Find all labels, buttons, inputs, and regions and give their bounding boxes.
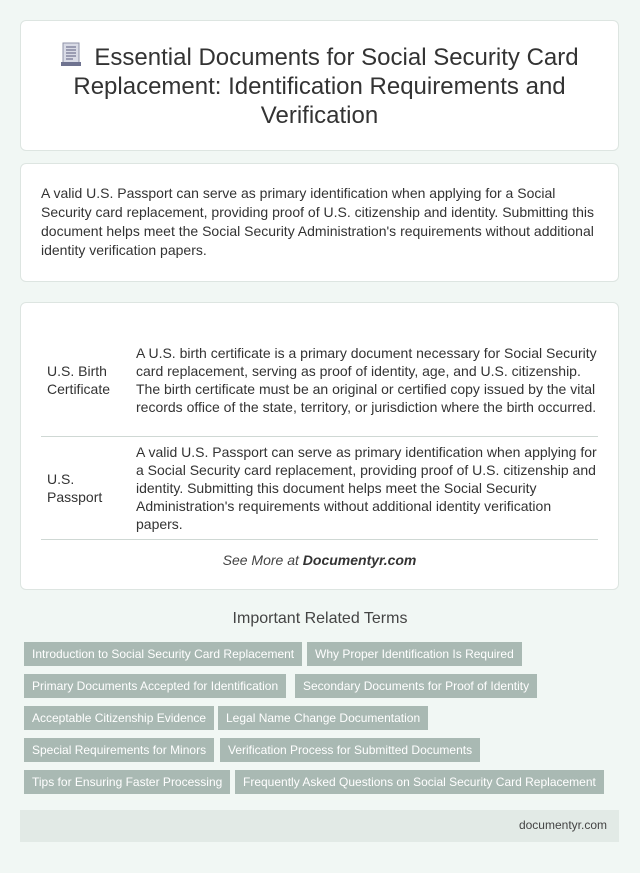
- related-tag[interactable]: Secondary Documents for Proof of Identity: [295, 674, 537, 698]
- see-more-link[interactable]: [21, 552, 618, 568]
- document-name: U.S. Passport: [41, 436, 128, 539]
- document-description: A valid U.S. Passport can serve as primary identification when applying for a Social Security card replacement, providing proof of U.S. citizenship and identity. Submitting this document helps meet the Social Security Administration's requirements without additional identity verification papers.: [128, 436, 598, 539]
- documents-card: [20, 302, 619, 590]
- intro-card: [20, 163, 619, 282]
- related-tag[interactable]: Primary Documents Accepted for Identification: [24, 674, 286, 698]
- footer-site[interactable]: documentyr.com: [518, 818, 607, 832]
- page-title: [41, 42, 598, 130]
- table-row: [41, 436, 598, 539]
- related-tag[interactable]: Why Proper Identification Is Required: [307, 642, 522, 666]
- related-tag[interactable]: Introduction to Social Security Card Replacement: [24, 642, 302, 666]
- documents-table: [41, 325, 598, 540]
- see-more-site: Documentyr.com: [302, 552, 417, 568]
- related-tag[interactable]: Acceptable Citizenship Evidence: [24, 706, 214, 730]
- intro-text: A valid U.S. Passport can serve as primary identification when applying for a Social Security card replacement, providing proof of U.S. citizenship and identity. Submitting this document helps meet the Social Security Administration's requirements without additional identity verification papers.: [41, 185, 595, 258]
- related-terms-heading: Important Related Terms: [232, 610, 408, 627]
- see-more-prefix: See More at: [222, 552, 303, 568]
- related-tag[interactable]: Verification Process for Submitted Documents: [220, 738, 480, 762]
- document-icon: [60, 42, 82, 68]
- table-row: [41, 325, 598, 436]
- footer: [20, 810, 619, 842]
- document-description: A U.S. birth certificate is a primary document necessary for Social Security card replacement, serving as proof of identity, age, and U.S. citizenship. The birth certificate must be an original or certified copy issued by the vital records office of the state, territory, or jurisdiction where the birth occurred.: [128, 325, 598, 436]
- page-title-text: Essential Documents for Social Security Card Replacement: Identification Requirements and Verification: [73, 44, 579, 129]
- related-tag[interactable]: Tips for Ensuring Faster Processing: [24, 770, 230, 794]
- title-card: [20, 20, 619, 151]
- related-tag[interactable]: Special Requirements for Minors: [24, 738, 214, 762]
- document-name: U.S. Birth Certificate: [41, 325, 128, 436]
- related-tag[interactable]: Legal Name Change Documentation: [218, 706, 428, 730]
- related-tag[interactable]: Frequently Asked Questions on Social Security Card Replacement: [235, 770, 604, 794]
